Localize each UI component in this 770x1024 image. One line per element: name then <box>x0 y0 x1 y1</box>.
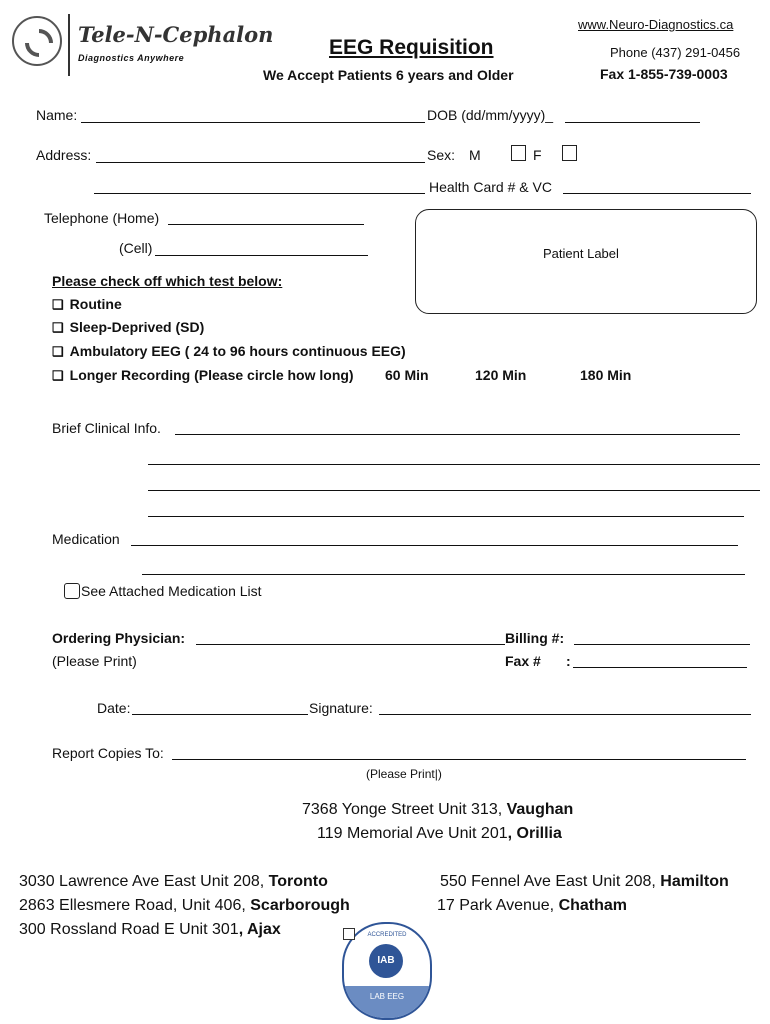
logo-divider <box>68 14 70 76</box>
seal-center: IAB <box>369 944 403 978</box>
ordering-physician-field[interactable] <box>196 644 505 645</box>
physician-fax-colon: : <box>566 653 571 669</box>
logo-emblem-icon <box>12 16 62 66</box>
clinical-info-line-3[interactable] <box>148 490 760 491</box>
sex-label: Sex: <box>427 147 456 163</box>
patient-label-box <box>415 209 757 314</box>
tel-cell-field[interactable] <box>155 255 368 256</box>
sex-f-label: F <box>533 147 542 163</box>
page-subtitle: We Accept Patients 6 years and Older <box>263 67 514 83</box>
please-print-note: (Please Print|) <box>366 767 442 781</box>
clinical-info-line-4[interactable] <box>148 516 744 517</box>
logo-tagline: Diagnostics Anywhere <box>78 53 185 63</box>
test-ambulatory[interactable]: ❏ Ambulatory EEG ( 24 to 96 hours continuous EEG) <box>52 343 406 359</box>
seal-bottom-text: LAB EEG <box>344 986 430 1018</box>
location-chatham: 17 Park Avenue, Chatham <box>437 897 628 914</box>
location-orillia: 119 Memorial Ave Unit 201, Orillia <box>317 825 562 842</box>
clinical-info-field[interactable] <box>175 434 740 435</box>
sex-f-checkbox[interactable] <box>562 145 577 165</box>
sex-m-label: M <box>469 147 481 163</box>
duration-120-min[interactable]: 120 Min <box>475 367 527 383</box>
medication-line-2[interactable] <box>142 574 745 575</box>
seal-ring-text: ACCREDITED <box>367 932 407 938</box>
sleep-deprived-checkbox-icon[interactable]: ❏ <box>52 320 64 335</box>
location-vaughan: 7368 Yonge Street Unit 313, Vaughan <box>302 801 574 818</box>
address-line-2-field[interactable] <box>94 193 425 194</box>
clinical-info-line-2[interactable] <box>148 464 760 465</box>
billing-label: Billing #: <box>505 630 565 646</box>
location-ajax: 300 Rossland Road E Unit 301, Ajax <box>19 921 281 938</box>
medication-field[interactable] <box>131 545 738 546</box>
ordering-physician-label: Ordering Physician: <box>52 630 186 646</box>
test-longer-recording[interactable]: ❏ Longer Recording (Please circle how long) <box>52 367 354 383</box>
tel-cell-label: (Cell) <box>119 240 153 256</box>
test-routine[interactable]: ❏ Routine <box>52 296 122 312</box>
address-field[interactable] <box>96 162 425 163</box>
tests-heading: Please check off which test below: <box>52 273 283 289</box>
attached-medication-checkbox[interactable] <box>64 583 80 599</box>
routine-checkbox-icon[interactable]: ❏ <box>52 297 64 312</box>
logo-name: Tele-N-Cephalon <box>78 22 274 47</box>
billing-field[interactable] <box>574 644 750 645</box>
page-title: EEG Requisition <box>329 36 494 59</box>
date-field[interactable] <box>132 714 308 715</box>
health-card-label: Health Card # & VC <box>429 179 552 195</box>
sex-m-checkbox[interactable] <box>511 145 526 165</box>
physician-fax-label: Fax # <box>505 653 541 669</box>
name-label: Name: <box>36 107 78 123</box>
longer-recording-checkbox-icon[interactable]: ❏ <box>52 368 64 383</box>
name-field[interactable] <box>81 122 425 123</box>
patient-label-text: Patient Label <box>543 246 619 261</box>
seal-corner-icon <box>343 928 355 940</box>
address-label: Address: <box>36 147 92 163</box>
medication-label: Medication <box>52 531 120 547</box>
duration-60-min[interactable]: 60 Min <box>385 367 429 383</box>
please-print-label: (Please Print) <box>52 653 137 669</box>
tel-home-field[interactable] <box>168 224 364 225</box>
fax-number: Fax 1-855-739-0003 <box>600 66 728 82</box>
tel-home-label: Telephone (Home) <box>44 210 160 226</box>
brief-clinical-label: Brief Clinical Info. <box>52 420 161 436</box>
dob-label: DOB (dd/mm/yyyy)_ <box>427 107 554 123</box>
report-copies-field[interactable] <box>172 759 746 760</box>
location-scarborough: 2863 Ellesmere Road, Unit 406, Scarborough <box>19 897 350 914</box>
signature-label: Signature: <box>309 700 373 716</box>
signature-field[interactable] <box>379 714 751 715</box>
website-link[interactable]: www.Neuro-Diagnostics.ca <box>578 17 734 32</box>
accreditation-seal-icon <box>342 922 432 1020</box>
dob-field[interactable] <box>565 122 700 123</box>
phone-number: Phone (437) 291-0456 <box>610 45 741 60</box>
attached-medication-label: See Attached Medication List <box>81 583 262 599</box>
location-toronto: 3030 Lawrence Ave East Unit 208, Toronto <box>19 873 328 890</box>
ambulatory-checkbox-icon[interactable]: ❏ <box>52 344 64 359</box>
duration-180-min[interactable]: 180 Min <box>580 367 632 383</box>
date-label: Date: <box>97 700 131 716</box>
report-copies-label: Report Copies To: <box>52 745 164 761</box>
location-hamilton: 550 Fennel Ave East Unit 208, Hamilton <box>440 873 729 890</box>
physician-fax-field[interactable] <box>573 667 747 668</box>
test-sleep-deprived[interactable]: ❏ Sleep-Deprived (SD) <box>52 319 205 335</box>
health-card-field[interactable] <box>563 193 751 194</box>
